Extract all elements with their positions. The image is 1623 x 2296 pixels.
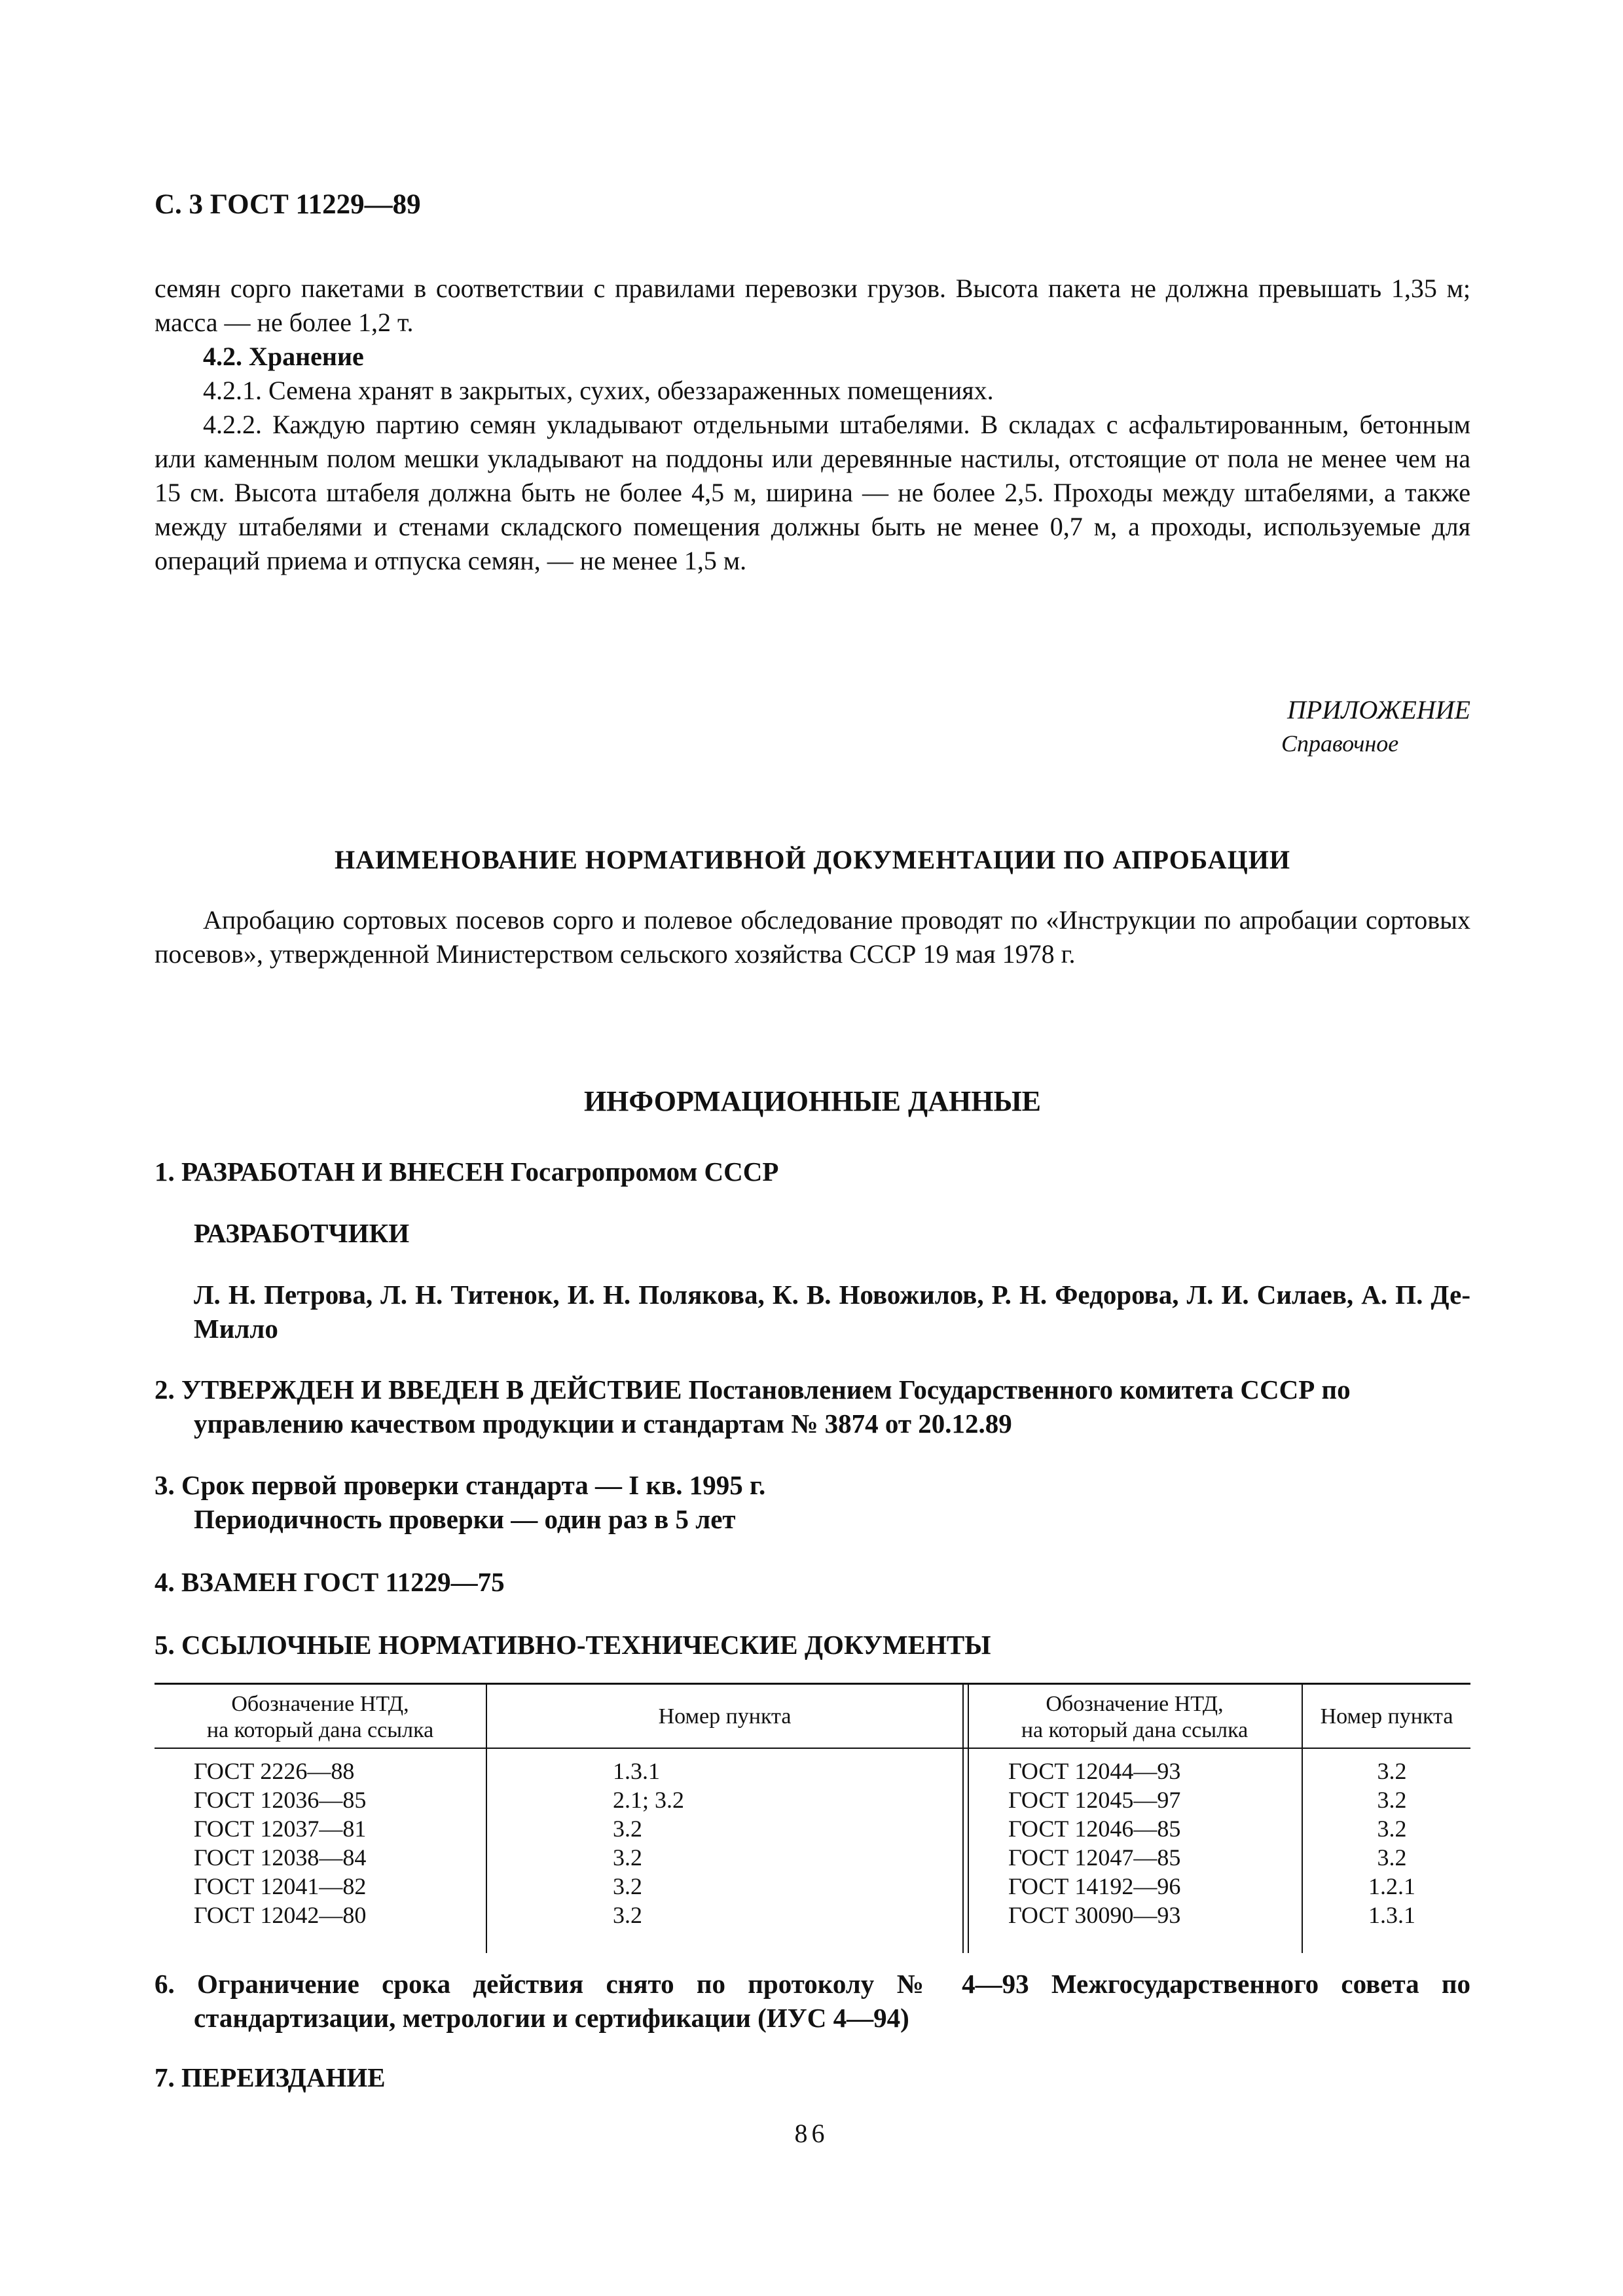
table-header-row xyxy=(155,1685,1470,1749)
col-item-header-left: Номер пункта xyxy=(658,1704,792,1729)
table-cell-left-doc: ГОСТ 2226—88 xyxy=(194,1758,355,1784)
table-cell-left-doc: ГОСТ 12041—82 xyxy=(194,1873,367,1899)
double-divider xyxy=(962,1749,969,1953)
body-continuation: семян сорго пакетами в соответствии с правилами перевозки грузов. Высота пакета не должна превышать 1,35 м; масса — не более 1,2 т. xyxy=(155,274,1470,337)
col-item-header-right: Номер пункта xyxy=(1320,1704,1453,1729)
table-cell-left-item: 3.2 xyxy=(613,1902,642,1928)
table-cell-right-item: 3.2 xyxy=(1377,1816,1407,1842)
col-doc-header-left-line1: Обозначение НТД, xyxy=(231,1692,409,1716)
info-item-7: 7. ПЕРЕИЗДАНИЕ xyxy=(155,2062,386,2092)
developers-label: РАЗРАБОТЧИКИ xyxy=(194,1218,410,1248)
col-doc-header-right-line1: Обозначение НТД, xyxy=(1046,1692,1224,1716)
table-cell-left-doc: ГОСТ 12038—84 xyxy=(194,1844,367,1871)
page-number: 86 xyxy=(794,2119,829,2148)
appendix-sublabel: Справочное xyxy=(1281,730,1399,757)
reference-table xyxy=(155,1683,1470,1953)
table-cell-right-item: 3.2 xyxy=(1377,1758,1407,1784)
col-doc-header-left xyxy=(155,1691,486,1744)
table-cell-left-doc: ГОСТ 12036—85 xyxy=(194,1787,367,1813)
appendix-label: ПРИЛОЖЕНИЕ xyxy=(1287,695,1470,725)
info-item-3-line2: Периодичность проверки — один раз в 5 лет xyxy=(194,1504,736,1534)
table-cell-left-item: 2.1; 3.2 xyxy=(613,1787,685,1813)
info-item-3-line1: 3. Срок первой проверки стандарта — I кв. 1995 г. xyxy=(155,1470,766,1500)
right-rows xyxy=(1008,1757,1180,1929)
table-body xyxy=(155,1749,1470,1953)
section-4-2-heading: 4.2. Хранение xyxy=(203,342,364,371)
table-cell-right-item: 3.2 xyxy=(1377,1787,1407,1813)
table-cell-right-doc: ГОСТ 14192—96 xyxy=(1008,1873,1181,1899)
table-cell-left-item: 3.2 xyxy=(613,1844,642,1871)
col-doc-header-right xyxy=(969,1691,1300,1744)
developers-list: Л. Н. Петрова, Л. Н. Титенок, И. Н. Полякова, К. В. Новожилов, Р. Н. Федорова, Л. И. Силаев, А. П. Де-Милло xyxy=(194,1280,1470,1344)
right-items xyxy=(1287,1757,1497,1929)
paragraph-4-2-2: 4.2.2. Каждую партию семян укладывают отдельными штабелями. В складах с асфальтированным, бетонным или каменным полом мешки укладывают на поддоны или деревянные настилы, отстоящие от пола не менее чем на 15 см. Высота штабеля должна быть не более 4,5 м, ширина — не более 2,5. Проходы между штабелями, а также между штабелями и стенами складского помещения должны быть не менее 0,7 м, а проходы, используемые для операций приема и отпуска семян, — не менее 1,5 м. xyxy=(155,410,1470,575)
col-divider xyxy=(486,1749,487,1953)
table-cell-right-item: 1.2.1 xyxy=(1368,1873,1415,1899)
info-item-6: 6. Ограничение срока действия снято по протоколу № 4—93 Межгосударственного совета по стандартизации, метрологии и сертификации (ИУС 4—94) xyxy=(155,1969,1470,2033)
paragraph-4-2-1: 4.2.1. Семена хранят в закрытых, сухих, обеззараженных помещениях. xyxy=(203,376,994,405)
table-cell-left-item: 3.2 xyxy=(613,1873,642,1899)
info-item-5: 5. ССЫЛОЧНЫЕ НОРМАТИВНО-ТЕХНИЧЕСКИЕ ДОКУМЕНТЫ xyxy=(155,1630,991,1660)
col-doc-header-right-line2: на который дана ссылка xyxy=(1021,1718,1249,1742)
double-divider xyxy=(962,1685,969,1748)
info-item-2: 2. УТВЕРЖДЕН И ВВЕДЕН В ДЕЙСТВИЕ Постановлением Государственного комитета СССР по управлению качеством продукции и стандартам № 3874 от 20.12.89 xyxy=(155,1374,1351,1439)
appendix-title: НАИМЕНОВАНИЕ НОРМАТИВНОЙ ДОКУМЕНТАЦИИ ПО АПРОБАЦИИ xyxy=(335,845,1290,874)
table-cell-right-item: 3.2 xyxy=(1377,1844,1407,1871)
table-cell-right-doc: ГОСТ 12044—93 xyxy=(1008,1758,1181,1784)
info-item-1: 1. РАЗРАБОТАН И ВНЕСЕН Госагропромом СССР xyxy=(155,1157,779,1187)
table-cell-left-item: 1.3.1 xyxy=(613,1758,660,1784)
appendix-text: Апробацию сортовых посевов сорго и полевое обследование проводят по «Инструкции по апробации сортовых посевов», утвержденной Министерством сельского хозяйства СССР 19 мая 1978 г. xyxy=(155,905,1470,969)
table-cell-right-doc: ГОСТ 12046—85 xyxy=(1008,1816,1181,1842)
left-rows xyxy=(194,1757,366,1929)
table-cell-left-doc: ГОСТ 12042—80 xyxy=(194,1902,367,1928)
info-item-4: 4. ВЗАМЕН ГОСТ 11229—75 xyxy=(155,1567,505,1597)
table-cell-left-doc: ГОСТ 12037—81 xyxy=(194,1816,367,1842)
table-cell-right-doc: ГОСТ 12045—97 xyxy=(1008,1787,1181,1813)
table-cell-right-doc: ГОСТ 12047—85 xyxy=(1008,1844,1181,1871)
page-header: С. 3 ГОСТ 11229—89 xyxy=(155,189,421,220)
table-cell-right-item: 1.3.1 xyxy=(1368,1902,1415,1928)
table-cell-left-item: 3.2 xyxy=(613,1816,642,1842)
table-cell-right-doc: ГОСТ 30090—93 xyxy=(1008,1902,1181,1928)
left-items xyxy=(613,1757,684,1929)
col-doc-header-left-line2: на который дана ссылка xyxy=(206,1718,434,1742)
info-title: ИНФОРМАЦИОННЫЕ ДАННЫЕ xyxy=(583,1085,1042,1117)
